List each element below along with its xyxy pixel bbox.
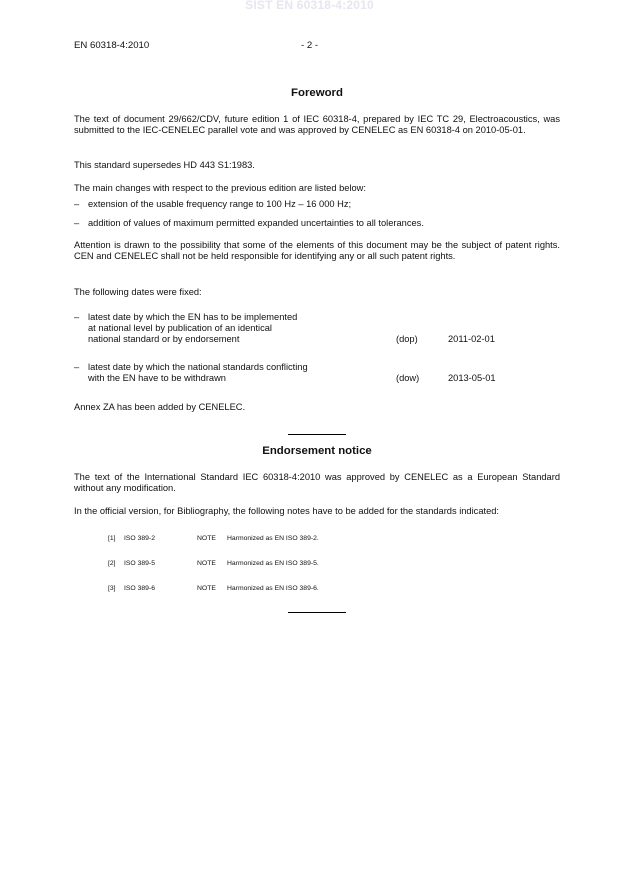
endorsement-paragraph-2: In the official version, for Bibliography, the following notes have to be added for the standards indicated:: [74, 506, 499, 516]
section-divider: [288, 434, 346, 435]
change-item-1: extension of the usable frequency range to 100 Hz – 16 000 Hz;: [88, 199, 352, 209]
list-dash: –: [74, 199, 80, 209]
foreword-paragraph-4: Attention is drawn to the possibility that some of the elements of this document may be the subject of patent rights. CEN and CENELEC shall not be held responsible for identifying any or all such patent rights.: [74, 240, 560, 261]
foreword-paragraph-2: This standard supersedes HD 443 S1:1983.: [74, 160, 255, 170]
foreword-paragraph-3: The main changes with respect to the previous edition are listed below:: [74, 183, 366, 193]
foreword-paragraph-5: The following dates were fixed:: [74, 287, 202, 297]
date-value: 2011-02-01: [448, 334, 495, 344]
foreword-title: Foreword: [291, 87, 343, 99]
foreword-paragraph-1: The text of document 29/662/CDV, future edition 1 of IEC 60318-4, prepared by IEC TC 29, Electroacoustics, was submitted to the IEC-CENELEC parallel vote and was approved by CENELEC as EN 60318-4 on 2010-05-01.: [74, 114, 560, 135]
watermark: SIST EN 60318-4:2010: [245, 0, 374, 12]
list-dash: –: [74, 312, 80, 322]
date-description: latest date by which the EN has to be implemented at national level by publication of an identical national standard or by endorsement: [88, 312, 298, 344]
endorsement-paragraph-1: The text of the International Standard IEC 60318-4:2010 was approved by CENELEC as a European Standard without any modification.: [74, 472, 560, 493]
header-doc-id: EN 60318-4:2010: [74, 40, 150, 51]
list-dash: –: [74, 218, 80, 228]
date-code: (dow): [396, 373, 420, 383]
date-code: (dop): [396, 334, 418, 344]
foreword-paragraph-6: Annex ZA has been added by CENELEC.: [74, 402, 246, 412]
page-number: - 2 -: [300, 40, 319, 51]
endorsement-title: Endorsement notice: [262, 445, 372, 457]
list-dash: –: [74, 362, 80, 372]
change-item-2: addition of values of maximum permitted expanded uncertainties to all tolerances.: [88, 218, 424, 228]
section-divider: [288, 612, 346, 613]
date-value: 2013-05-01: [448, 373, 496, 383]
date-description: latest date by which the national standards conflicting with the EN have to be withdrawn: [88, 362, 308, 383]
